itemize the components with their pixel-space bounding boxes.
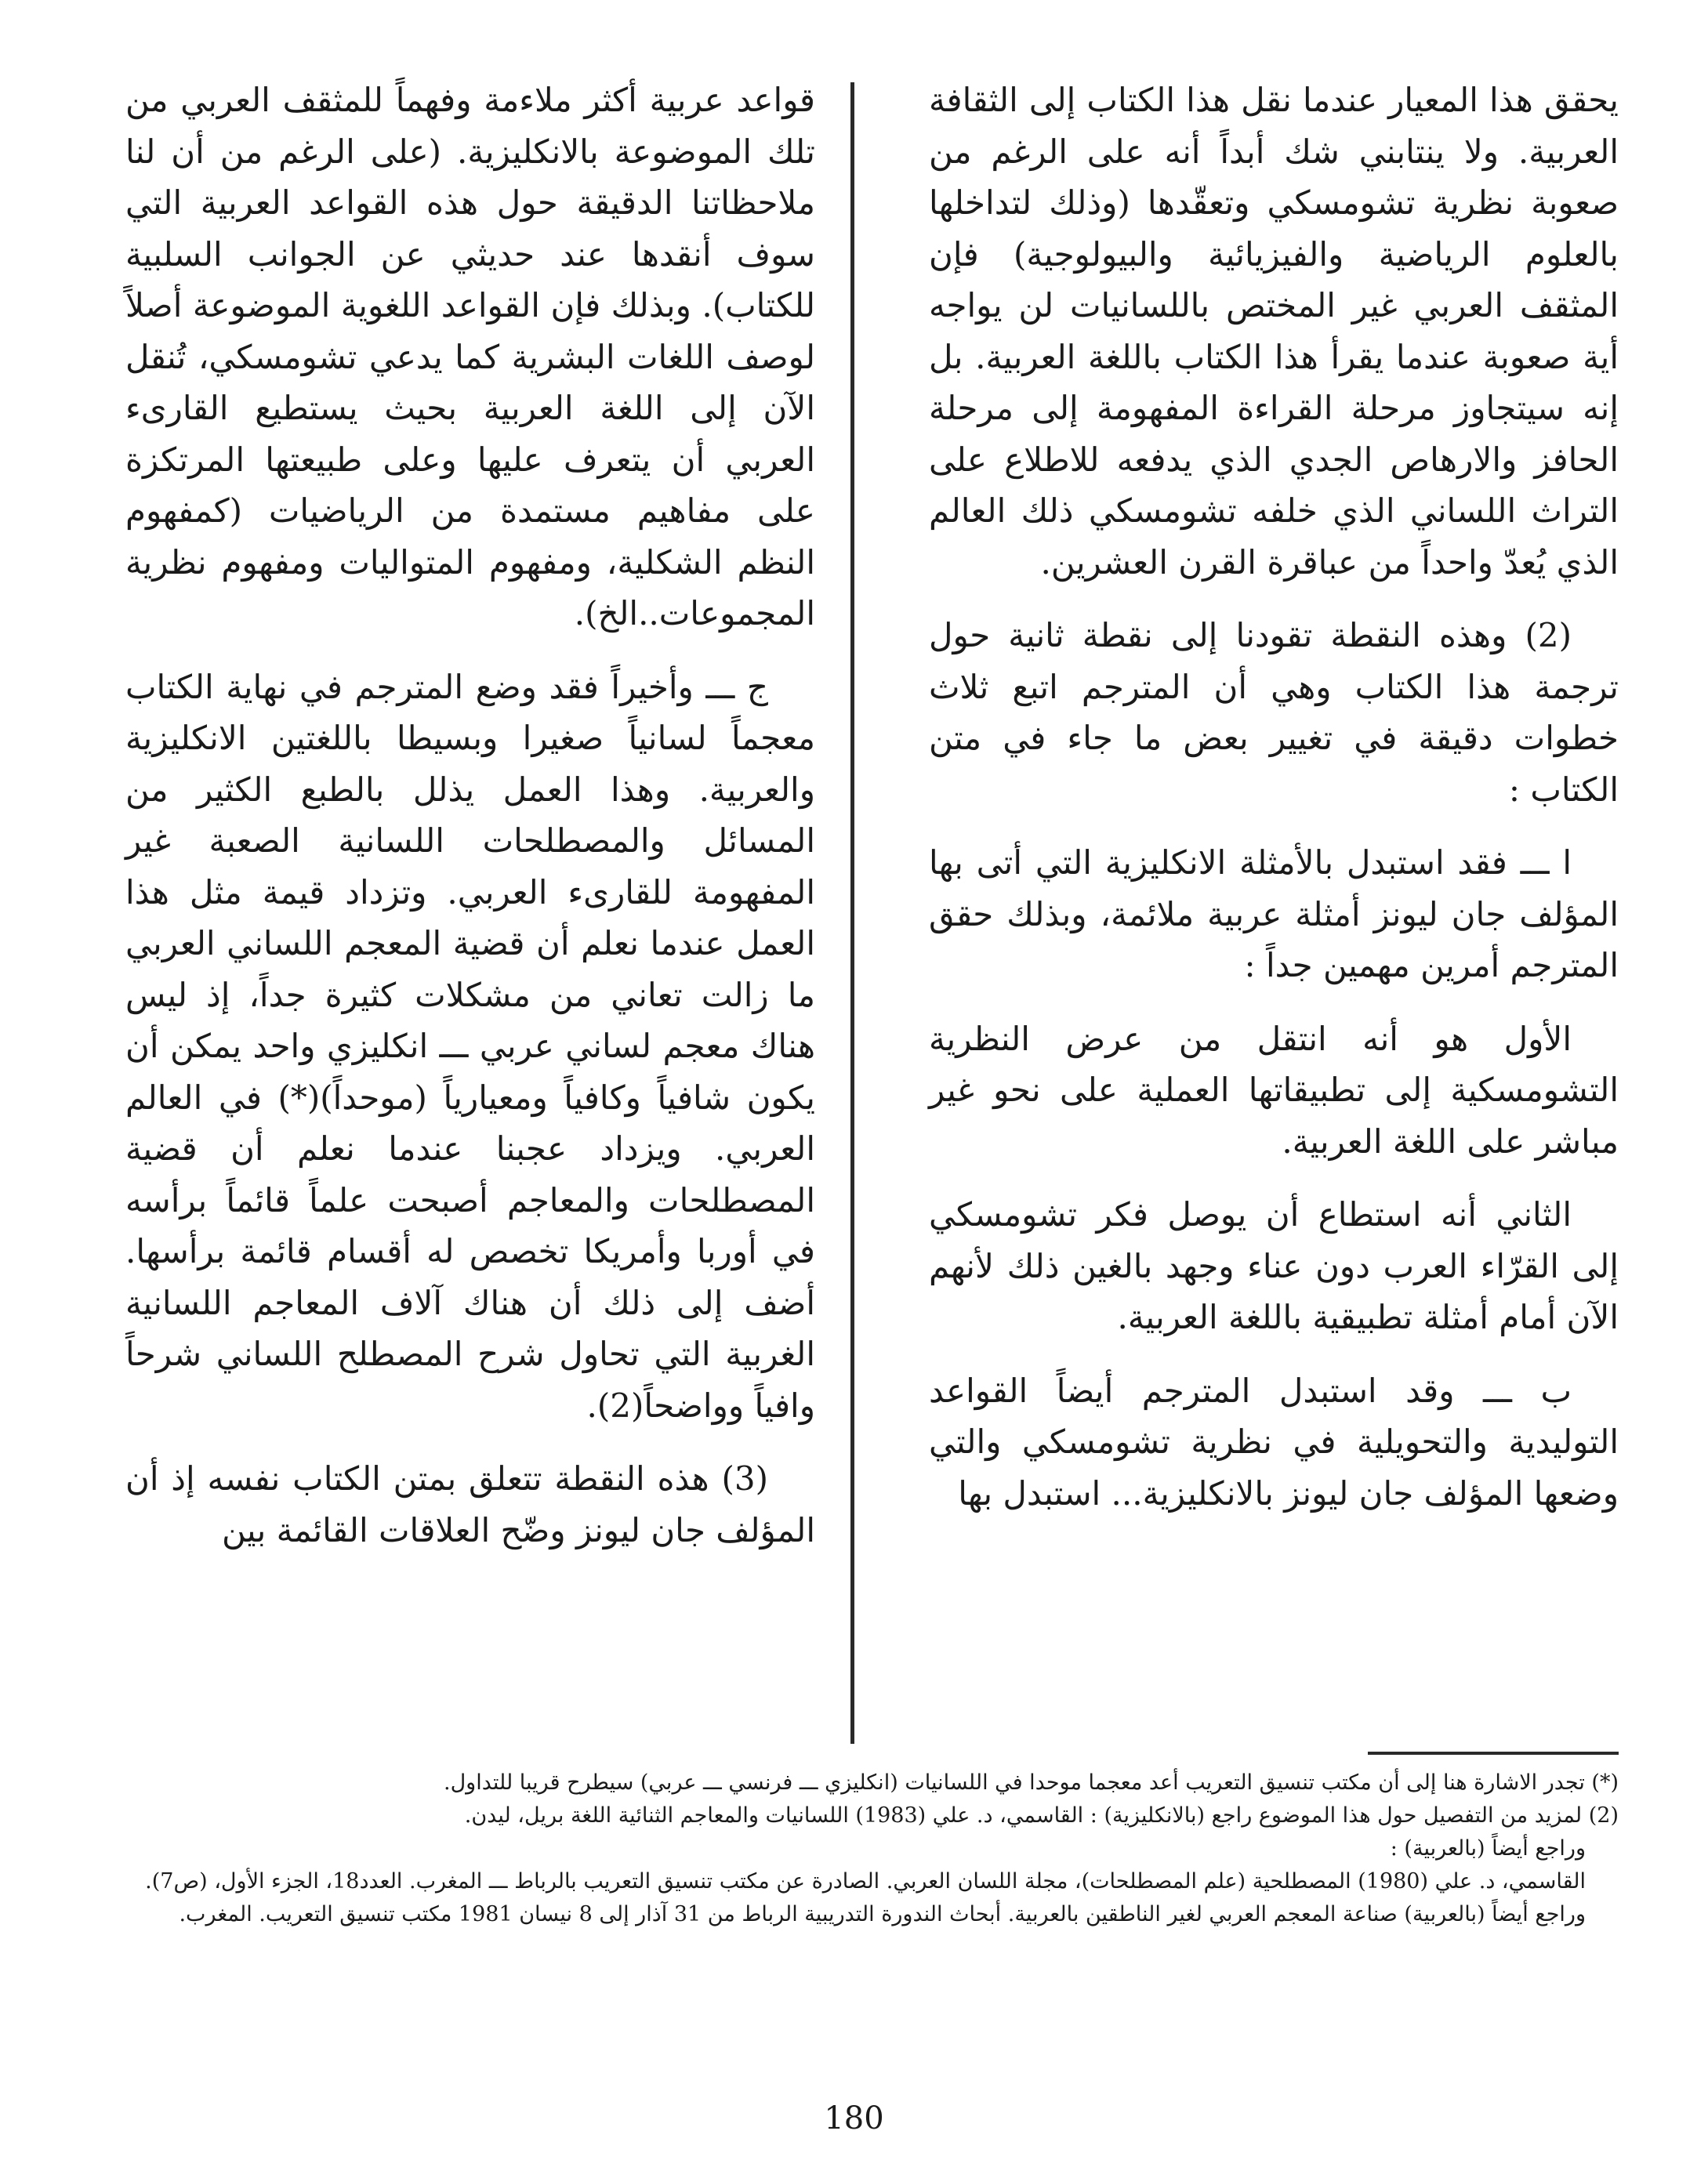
right-paragraph-1: يحقق هذا المعيار عندما نقل هذا الكتاب إلى الثقافة العربية. ولا ينتابني شك أبداً أنه على الرغم من صعوبة نظرية تشومسكي وتعقّدها (وذلك لتداخلها بالعلوم الرياضية والفيزيائية والبيولوجية) فإن المثقف العربي غير المختص باللسانيات لن يواجه أية صعوبة عندما يقرأ هذا الكتاب باللغة العربية. بل إنه سيتجاوز مرحلة القراءة المفهومة إلى مرحلة الحافز والارهاص الجدي الذي يدفعه للاطلاع على التراث اللساني الذي خلفه تشومسكي ذلك العالم الذي يُعدّ واحداً من عباقرة القرن العشرين. <box>929 81 1619 582</box>
right-paragraph-5: الثاني أنه استطاع أن يوصل فكر تشومسكي إلى القرّاء العرب دون عناء وجهد بالغين ذلك لأنهم الآن أمام أمثلة تطبيقية باللغة العربية. <box>929 1195 1619 1336</box>
right-column <box>929 74 1619 1541</box>
footnote-1: (*) تجدر الاشارة هنا إلى أن مكتب تنسيق التعريب أعد معجما موحدا في اللسانيات (انكليزي ـــ فرنسي ـــ عربي) سيطرح قريبا للتداول. <box>443 1770 1619 1795</box>
left-column <box>125 74 815 1578</box>
right-paragraph-3: ا ـــ فقد استبدل بالأمثلة الانكليزية التي أتى بها المؤلف جان ليونز أمثلة عربية ملائمة، وبذلك حقق المترجم أمرين مهمين جداً : <box>929 843 1619 984</box>
footnote-2: (2) لمزيد من التفصيل حول هذا الموضوع راجع (بالانكليزية) : القاسمي، د. علي (1983) اللسانيات والمعاجم الثنائية اللغة بريل، ليدن. <box>464 1803 1619 1828</box>
footnote-2-continuation-2: القاسمي، د. علي (1980) المصطلحية (علم المصطلحات)، مجلة اللسان العربي. الصادرة عن مكتب تنسيق التعريب بالرباط ـــ المغرب. العدد18، الجزء الأول، (ص7). <box>145 1869 1586 1894</box>
right-paragraph-6: ب ـــ وقد استبدل المترجم أيضاً القواعد التوليدية والتحويلية في نظرية تشومسكي والتي وضعها المؤلف جان ليونز بالانكليزية... استبدل بها <box>929 1371 1619 1513</box>
right-paragraph-2: (2) وهذه النقطة تقودنا إلى نقطة ثانية حول ترجمة هذا الكتاب وهي أن المترجم اتبع ثلاث خطوات دقيقة في تغيير بعض ما جاء في متن الكتاب : <box>929 616 1619 809</box>
footnote-rule <box>1368 1752 1619 1755</box>
left-paragraph-3: (3) هذه النقطة تتعلق بمتن الكتاب نفسه إذ أن المؤلف جان ليونز وضّح العلاقات القائمة بين <box>125 1459 815 1549</box>
column-divider <box>850 82 854 1744</box>
footnote-2-continuation-3: وراجع أيضاً (بالعربية) صناعة المعجم العربي لغير الناطقين بالعربية. أبحاث الندورة التدريبية الرباط من 31 آذار إلى 8 نيسان 1981 مكتب تنسيق التعريب. المغرب. <box>179 1902 1586 1926</box>
right-paragraph-4: الأول هو أنه انتقل من عرض النظرية التشومسكية إلى تطبيقاتها العملية على نحو غير مباشر على اللغة العربية. <box>929 1019 1619 1161</box>
footnote-2-continuation-1: وراجع أيضاً (بالعربية) : <box>1390 1836 1586 1861</box>
left-paragraph-1: قواعد عربية أكثر ملاءمة وفهماً للمثقف العربي من تلك الموضوعة بالانكليزية. (على الرغم من أن لنا ملاحظاتنا الدقيقة حول هذه القواعد العربية التي سوف أنقدها عند حديثي عن الجوانب السلبية للكتاب). وبذلك فإن القواعد اللغوية الموضوعة أصلاً لوصف اللغات البشرية كما يدعي تشومسكي، تُنقل الآن إلى اللغة العربية بحيث يستطيع القارىء العربي أن يتعرف عليها وعلى طبيعتها المرتكزة على مفاهيم مستمدة من الرياضيات (كمفهوم النظم الشكلية، ومفهوم المتواليات ومفهوم نظرية المجموعات..الخ). <box>125 81 815 632</box>
page-number: 180 <box>824 2100 884 2136</box>
left-paragraph-2: ج ـــ وأخيراً فقد وضع المترجم في نهاية الكتاب معجماً لسانياً صغيرا وبسيطا باللغتين الانكليزية والعربية. وهذا العمل يذلل بالطبع الكثير من المسائل والمصطلحات اللسانية الصعبة غير المفهومة للقارىء العربي. وتزداد قيمة مثل هذا العمل عندما نعلم أن قضية المعجم اللساني العربي ما زالت تعاني من مشكلات كثيرة جداً، إذ ليس هناك معجم لساني عربي ـــ انكليزي واحد يمكن أن يكون شافياً وكافياً ومعيارياً (موحداً)(*) في العالم العربي. ويزداد عجبنا عندما نعلم أن قضية المصطلحات والمعاجم أصبحت علماً قائماً برأسه في أوربا وأمريكا تخصص له أقسام قائمة برأسها. أضف إلى ذلك أن هناك آلاف المعاجم اللسانية الغربية التي تحاول شرح المصطلح اللساني شرحاً وافياً وواضحاً(2). <box>125 667 815 1425</box>
footnotes <box>94 1767 1619 1932</box>
